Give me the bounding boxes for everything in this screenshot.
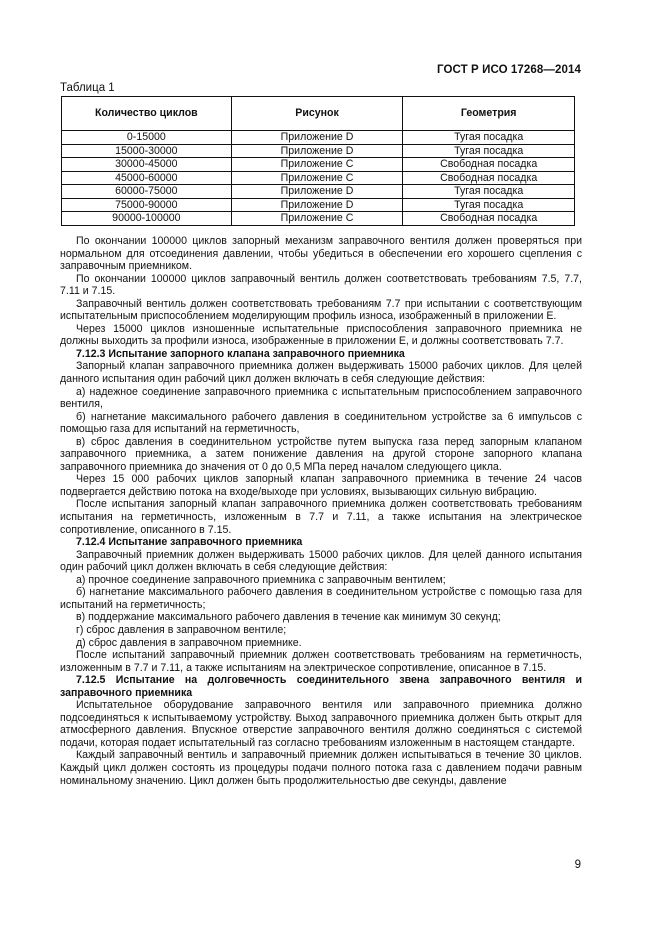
list-item: а) надежное соединение заправочного приемника с испытательным приспособлением заправочного вентиля, bbox=[60, 385, 582, 411]
cell-geometry: Тугая посадка bbox=[403, 144, 575, 158]
cell-cycles: 75000-90000 bbox=[62, 198, 232, 212]
cell-figure: Приложение D bbox=[231, 198, 403, 212]
list-item: в) сброс давления в соединительном устройстве путем выпуска газа перед запорным клапаном заправочного приемника, а затем понижение давления на другой стороне запорного клапана заправочного приемника до значения от 0 до 0,5 МПа перед началом следующего цикла. bbox=[60, 435, 582, 473]
cell-geometry: Свободная посадка bbox=[403, 171, 575, 185]
cell-geometry: Тугая посадка bbox=[403, 185, 575, 199]
cell-geometry: Тугая посадка bbox=[403, 131, 575, 145]
cell-cycles: 45000-60000 bbox=[62, 171, 232, 185]
table-row bbox=[62, 171, 575, 185]
cell-cycles: 90000-100000 bbox=[62, 212, 232, 226]
cell-geometry: Свободная посадка bbox=[403, 158, 575, 172]
cell-geometry: Свободная посадка bbox=[403, 212, 575, 226]
table-caption: Таблица 1 bbox=[60, 82, 115, 94]
cycles-table bbox=[61, 96, 575, 226]
section-heading: 7.12.4 Испытание заправочного приемника bbox=[76, 536, 303, 549]
paragraph: После испытаний заправочный приемник должен соответствовать требованиям на герметичность, изложенным в 7.7 и 7.11, а также испытаниям на электрическое сопротивление, описанное в 7.15. bbox=[60, 649, 582, 674]
table-header-row bbox=[62, 97, 575, 131]
cell-figure: Приложение С bbox=[231, 171, 403, 185]
table-row bbox=[62, 185, 575, 199]
section-heading: 7.12.3 Испытание запорного клапана заправочного приемника bbox=[76, 347, 405, 360]
paragraph: Каждый заправочный вентиль и заправочный приемник должен испытываться в течение 30 циклов. Каждый цикл должен состоять из процедуры подачи полного потока газа с давлением подачи равным номинальному значению. Цикл должен быть продолжительностью две секунды, давление bbox=[60, 749, 582, 787]
list-item: д) сброс давления в заправочном приемнике. bbox=[76, 636, 302, 649]
cell-figure: Приложение D bbox=[231, 185, 403, 199]
list-item: в) поддержание максимального рабочего давления в течение как минимум 30 секунд; bbox=[76, 611, 501, 624]
list-item: а) прочное соединение заправочного приемника с заправочным вентилем; bbox=[76, 573, 446, 586]
cell-figure: Приложение С bbox=[231, 158, 403, 172]
table-row bbox=[62, 212, 575, 226]
paragraph: Заправочный вентиль должен соответствовать требованиям 7.7 при испытании с соответствующим испытательным приспособлением моделирующим профиль износа, изображенный в приложении Е. bbox=[60, 297, 582, 323]
cell-cycles: 0-15000 bbox=[62, 131, 232, 145]
paragraph: После испытания запорный клапан заправочного приемника должен соответствовать требованиям испытания на герметичность, изложенным в 7.7 и 7.11, а также испытания на электрическое сопротивление, описанного в 7.15. bbox=[60, 498, 582, 536]
list-item: б) нагнетание максимального рабочего давления в соединительном устройстве с помощью газа для испытаний на герметичность; bbox=[60, 586, 582, 611]
cell-figure: Приложение D bbox=[231, 131, 403, 145]
table-row bbox=[62, 144, 575, 158]
cell-cycles: 60000-75000 bbox=[62, 185, 232, 199]
paragraph: Заправочный приемник должен выдерживать 15000 рабочих циклов. Для целей данного испытания один рабочий цикл должен включать в себя следующие действия: bbox=[60, 548, 582, 574]
paragraph: По окончании 100000 циклов запорный механизм заправочного вентиля должен проверяться при нормальном для отсоединения давлении, чтобы убедиться в обеспечении его хорошего сцепления с заправочным приемником. bbox=[60, 235, 582, 273]
table-row bbox=[62, 198, 575, 212]
cell-figure: Приложение D bbox=[231, 144, 403, 158]
cell-figure: Приложение С bbox=[231, 212, 403, 226]
paragraph: Через 15 000 рабочих циклов запорный клапан заправочного приемника в течение 24 часов подвергается действию потока на входе/выходе при условиях, вызывающих сильную вибрацию. bbox=[60, 473, 582, 498]
cell-geometry: Тугая посадка bbox=[403, 198, 575, 212]
paragraph: Через 15000 циклов изношенные испытательные приспособления заправочного приемника не должны выходить за профили износа, изображенные в приложении Е, и должны соответствовать 7.7. bbox=[60, 322, 582, 348]
section-heading: 7.12.5 Испытание на долговечность соединительного звена заправочного вентиля и заправочного приемника bbox=[60, 674, 582, 699]
page-number: 9 bbox=[574, 859, 581, 871]
table-row bbox=[62, 158, 575, 172]
column-header-geometry: Геометрия bbox=[403, 97, 575, 131]
table-row bbox=[62, 131, 575, 145]
cell-cycles: 30000-45000 bbox=[62, 158, 232, 172]
paragraph: Испытательное оборудование заправочного вентиля или заправочного приемника должно подсоединяться к испытываемому устройству. Выход заправочного приемника должен быть открыт для атмосферного давления. Впускное отверстие заправочного вентиля должно соединяться с системой подачи, которая подает испытательный газ согласно требованиям изложенным в настоящем стандарте. bbox=[60, 699, 582, 749]
list-item: г) сброс давления в заправочном вентиле; bbox=[76, 623, 287, 636]
paragraph: По окончании 100000 циклов заправочный вентиль должен соответствовать требованиям 7.5, 7.7, 7.11 и 7.15. bbox=[60, 272, 582, 298]
paragraph: Запорный клапан заправочного приемника должен выдерживать 15000 рабочих циклов. Для целей данного испытания один рабочий цикл должен включать в себя следующие действия: bbox=[60, 360, 582, 386]
document-body bbox=[60, 235, 582, 787]
cell-cycles: 15000-30000 bbox=[62, 144, 232, 158]
list-item: б) нагнетание максимального рабочего давления в соединительном устройстве за 6 импульсов с помощью газа для испытаний на герметичность, bbox=[60, 410, 582, 436]
column-header-figure: Рисунок bbox=[231, 97, 403, 131]
document-code: ГОСТ Р ИСО 17268—2014 bbox=[436, 64, 581, 76]
column-header-cycles: Количество циклов bbox=[62, 97, 232, 131]
